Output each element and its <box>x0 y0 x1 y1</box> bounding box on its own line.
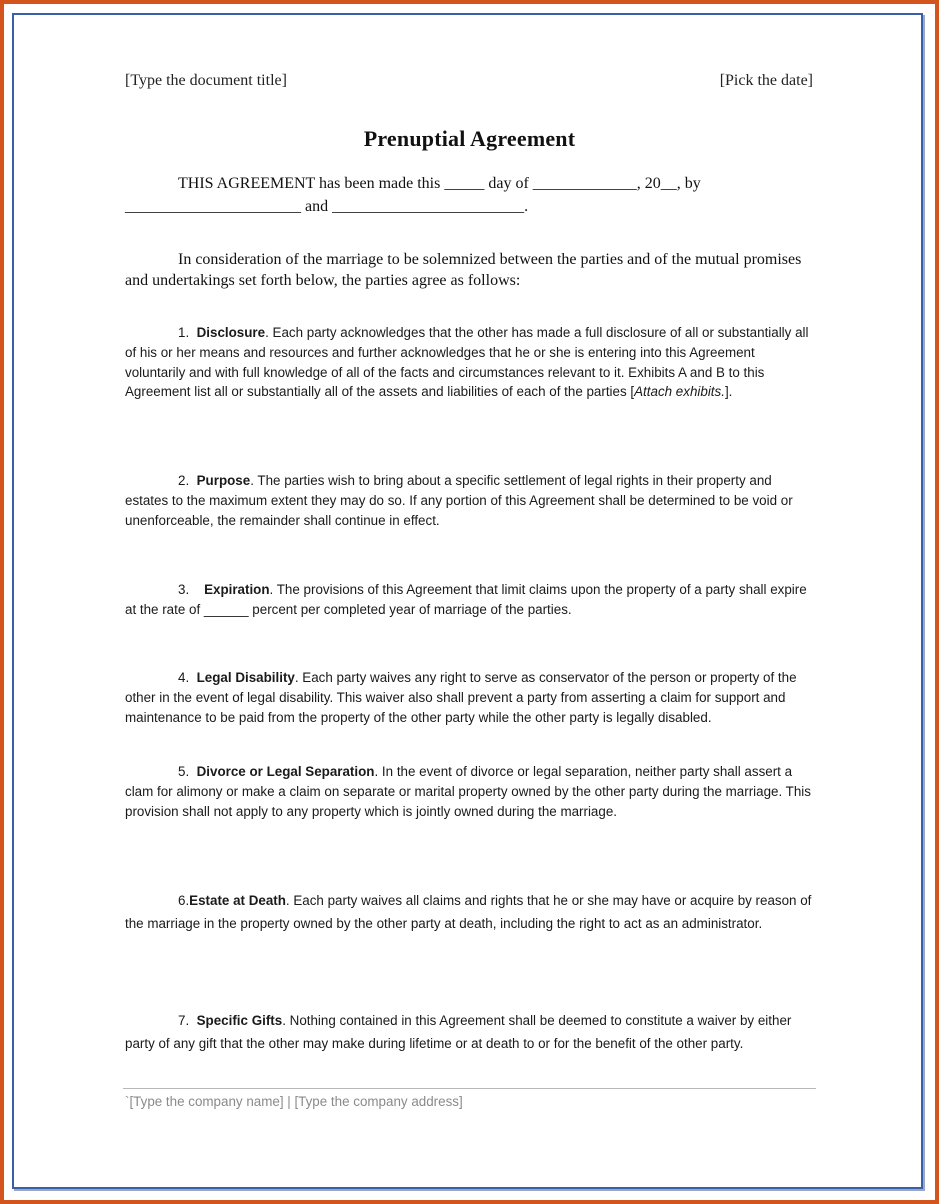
clause-purpose <box>125 471 815 530</box>
clause-text: . Nothing contained in this Agreement shall be deemed to constitute a waiver by either party of any gift that the other may make during lifetime or at death to or for the benefit of the other party. <box>125 1013 792 1051</box>
consideration-paragraph: In consideration of the marriage to be solemnized between the parties and of the mutual promises and undertakings set forth below, the parties agree as follows: <box>125 251 802 289</box>
clause-heading: Estate at Death <box>189 893 286 908</box>
clause-expiration <box>125 580 815 620</box>
intro-line-2: ______________________ and ________________________. <box>125 198 529 215</box>
clause-number: 6. <box>178 893 190 908</box>
clause-text: . In the event of divorce or legal separation, neither party shall assert a clam for alimony or make a claim on separate or marital property owned by the other party during the marriage. This provision shall not apply to any property which is jointly owned during the marriage. <box>125 764 811 819</box>
clause-estate-at-death <box>125 890 815 935</box>
clause-heading: Divorce or Legal Separation <box>196 764 375 779</box>
clause-heading: Purpose <box>196 473 251 488</box>
date-placeholder[interactable]: [Pick the date] <box>719 72 813 89</box>
intro-paragraph <box>125 172 815 218</box>
clause-text: . Each party waives any right to serve as conservator of the person or property of the other in the event of legal disability. This waiver also shall prevent a party from asserting a claim for support and maintenance to be paid from the property of the other party while the other party is legally disabled. <box>125 670 797 725</box>
clause-number: 2. <box>178 473 190 488</box>
clause-text: . Each party waives all claims and rights that he or she may have or acquire by reason of the marriage in the property owned by the other party at death, including the right to act as an administrator. <box>125 893 812 931</box>
clause-heading: Expiration <box>204 582 270 597</box>
clause-text: . The parties wish to bring about a specific settlement of legal rights in their property and estates to the maximum extent they may do so. If any portion of this Agreement shall be determined to be void or unenforceable, the remainder shall continue in effect. <box>125 473 793 528</box>
clause-text: . Each party acknowledges that the other has made a full disclosure of all or substantially all of his or her means and resources and further acknowledges that he or she is entering into this Agreement voluntarily and with full knowledge of all of the facts and circumstances relevant to it. Exhibits A and B to this Agreement list all or substantially all of the assets and liabilities of each of the parties [ <box>125 325 809 400</box>
clause-number: 3. <box>178 582 190 597</box>
footer-company-placeholder[interactable]: `[Type the company name] | [Type the company address] <box>125 1094 463 1109</box>
page-title: Prenuptial Agreement <box>363 126 576 151</box>
intro-line-1: THIS AGREEMENT has been made this _____ day of _____________, 20__, by <box>178 175 701 192</box>
clause-number: 5. <box>178 764 190 779</box>
clause-text: . The provisions of this Agreement that limit claims upon the property of a party shall expire at the rate of ______ percent per completed year of marriage of the parties. <box>125 582 807 617</box>
clause-heading: Legal Disability <box>196 670 295 685</box>
clause-divorce <box>125 762 815 821</box>
clause-legal-disability <box>125 668 815 727</box>
clause-specific-gifts <box>125 1010 815 1055</box>
clause-number: 1. <box>178 325 190 340</box>
clause-heading: Disclosure <box>196 325 266 340</box>
footer-divider <box>123 1088 816 1089</box>
clause-tail: ]. <box>724 384 733 400</box>
clause-number: 7. <box>178 1013 190 1028</box>
clause-disclosure <box>125 323 815 402</box>
document-title-placeholder[interactable]: [Type the document title] <box>125 72 287 89</box>
clause-heading: Specific Gifts <box>196 1013 283 1028</box>
clause-number: 4. <box>178 670 190 685</box>
clause-italic-note: Attach exhibits. <box>634 384 725 400</box>
